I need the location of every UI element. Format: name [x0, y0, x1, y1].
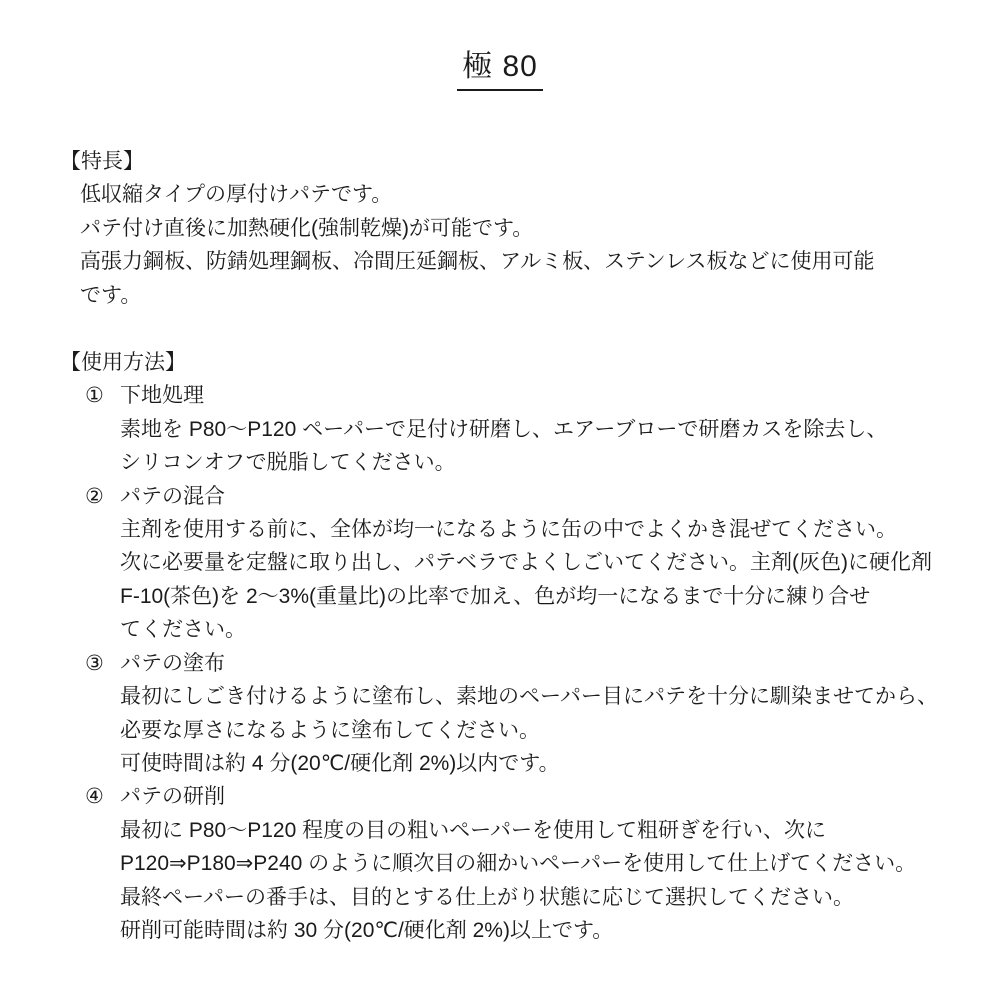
text-line: P120⇒P180⇒P240 のように順次目の細かいペーパーを使用して仕上げてください。: [120, 852, 917, 876]
features-heading: 【特長】: [60, 150, 144, 173]
document-title: 極 80: [457, 48, 543, 91]
text-line: 次に必要量を定盤に取り出し、パテベラでよくしごいてください。主剤(灰色)に硬化剤: [120, 551, 932, 575]
step-title: パテの塗布: [120, 651, 225, 675]
text-line: 高張力鋼板、防錆処理鋼板、冷間圧延鋼板、アルミ板、ステンレス板などに使用可能: [80, 250, 875, 274]
text-line: 低収縮タイプの厚付けパテです。: [80, 183, 393, 207]
text-line: 最初にしごき付けるように塗布し、素地のペーパー目にパテを十分に馴染ませてから、: [120, 685, 938, 709]
text-line: シリコンオフで脱脂してください。: [120, 451, 456, 475]
usage-step-2-head: [60, 480, 940, 513]
text-line: 最終ペーパーの番手は、目的とする仕上がり状態に応じて選択してください。: [120, 885, 854, 909]
step-number: ①: [85, 384, 104, 408]
usage-step-3-head: [60, 647, 940, 680]
text-line: 必要な厚さになるように塗布してください。: [120, 718, 540, 742]
usage-step-4-head: [60, 780, 940, 813]
step-number: ②: [85, 484, 104, 508]
section-features: [60, 145, 940, 312]
text-line: てください。: [120, 618, 246, 642]
usage-step-1-head: [60, 379, 940, 412]
text-line: F-10(茶色)を 2～3%(重量比)の比率で加え、色が均一になるまで十分に練り合せ: [120, 584, 871, 608]
usage-heading: 【使用方法】: [60, 351, 186, 375]
step-title: パテの研削: [120, 785, 225, 809]
text-line: 最初に P80～P120 程度の目の粗いペーパーを使用して粗研ぎを行い、次に: [120, 818, 827, 842]
text-line: 主剤を使用する前に、全体が均一になるように缶の中でよくかき混ぜてください。: [120, 518, 897, 542]
text-line: パテ付け直後に加熱硬化(強制乾燥)が可能です。: [80, 216, 534, 240]
text-line: 可使時間は約 4 分(20℃/硬化剤 2%)以内です。: [120, 751, 560, 775]
section-usage: [60, 346, 940, 947]
step-title: パテの混合: [120, 484, 225, 508]
step-number: ④: [85, 785, 104, 809]
step-title: 下地処理: [120, 384, 204, 408]
text-line: 研削可能時間は約 30 分(20℃/硬化剤 2%)以上です。: [120, 918, 614, 942]
text-line: です。: [80, 283, 142, 307]
title-row: [60, 0, 940, 91]
text-line: 素地を P80～P120 ペーパーで足付け研磨し、エアーブローで研磨カスを除去し、: [120, 417, 888, 441]
step-number: ③: [85, 651, 104, 675]
